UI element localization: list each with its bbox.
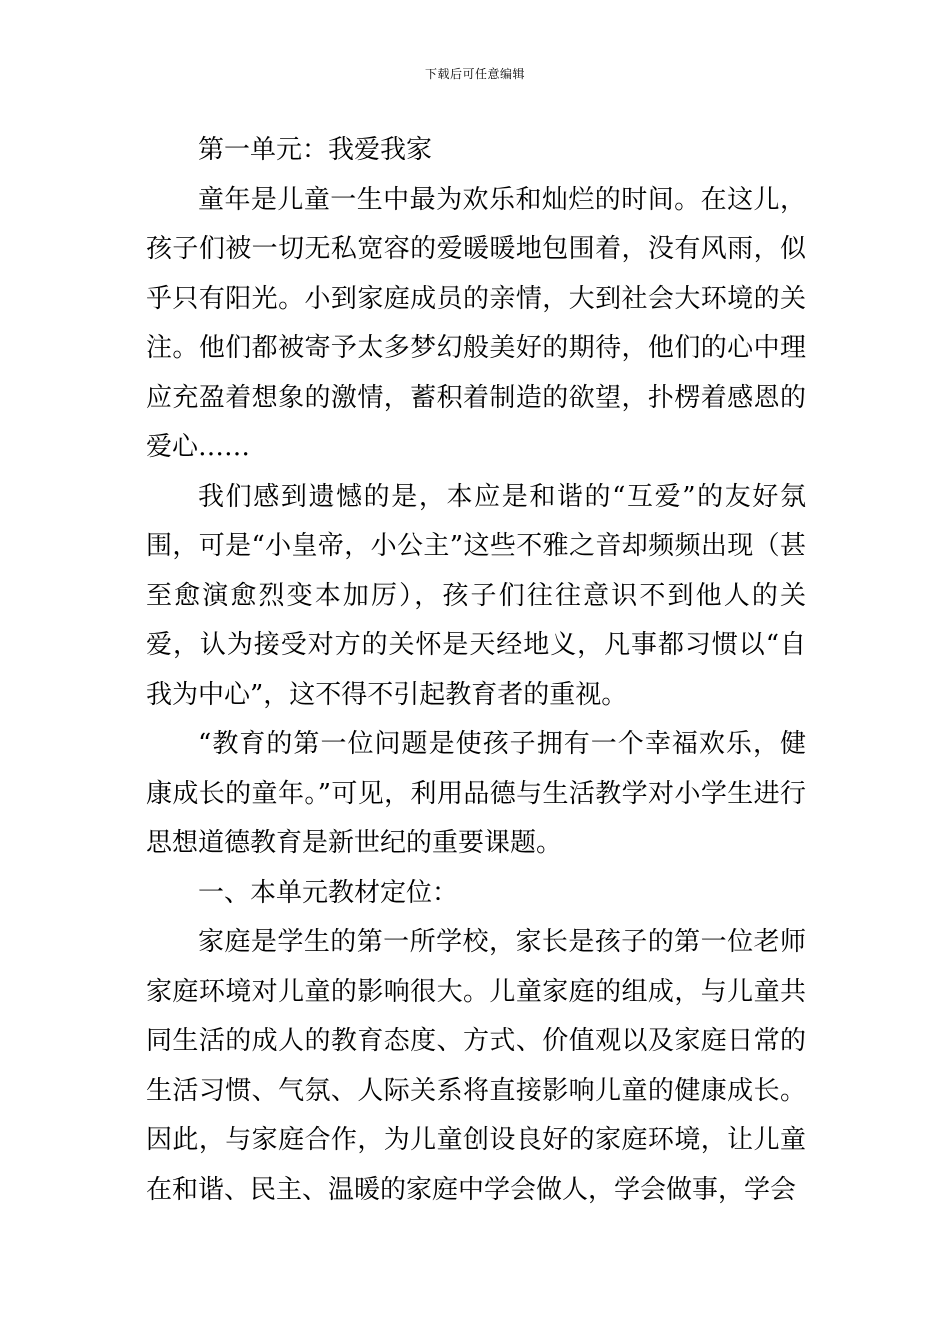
- unit-title: 第一单元：我爱我家: [198, 135, 433, 165]
- body-paragraph-2: 我们感到遗憾的是，本应是和谐的“互爱”的友好氛围，可是“小皇帝，小公主”这些不雅之音却频频出现（甚至愈演愈烈变本加厉），孩子们往往意识不到他人的关爱，认为接受对方的关怀是天经地义，凡事都习惯以“自我为中心”，这不得不引起教育者的重视。: [146, 481, 806, 710]
- body-paragraph-3: “教育的第一位问题是使孩子拥有一个幸福欢乐，健康成长的童年。”可见，利用品德与生活教学对小学生进行思想道德教育是新世纪的重要课题。: [146, 729, 806, 858]
- body-paragraph-1: 童年是儿童一生中最为欢乐和灿烂的时间。在这儿，孩子们被一切无私宽容的爱暖暖地包围着，没有风雨，似乎只有阳光。小到家庭成员的亲情，大到社会大环境的关注。他们都被寄予太多梦幻般美好的期待，他们的心中理应充盈着想象的激情，蓄积着制造的欲望，扑楞着感恩的爱心……: [146, 184, 806, 462]
- section-paragraph: 家庭是学生的第一所学校，家长是孩子的第一位老师家庭环境对儿童的影响很大。儿童家庭的组成，与儿童共同生活的成人的教育态度、方式、价值观以及家庭日常的生活习惯、气氛、人际关系将直接影响儿童的健康成长。因此，与家庭合作，为儿童创设良好的家庭环境，让儿童在和谐、民主、温暖的家庭中学会做人，学会做事，学会: [146, 927, 806, 1205]
- section-heading: 一、本单元教材定位：: [198, 877, 459, 908]
- document-body: [146, 126, 806, 1215]
- page-header: 下载后可任意编辑: [424, 67, 525, 81]
